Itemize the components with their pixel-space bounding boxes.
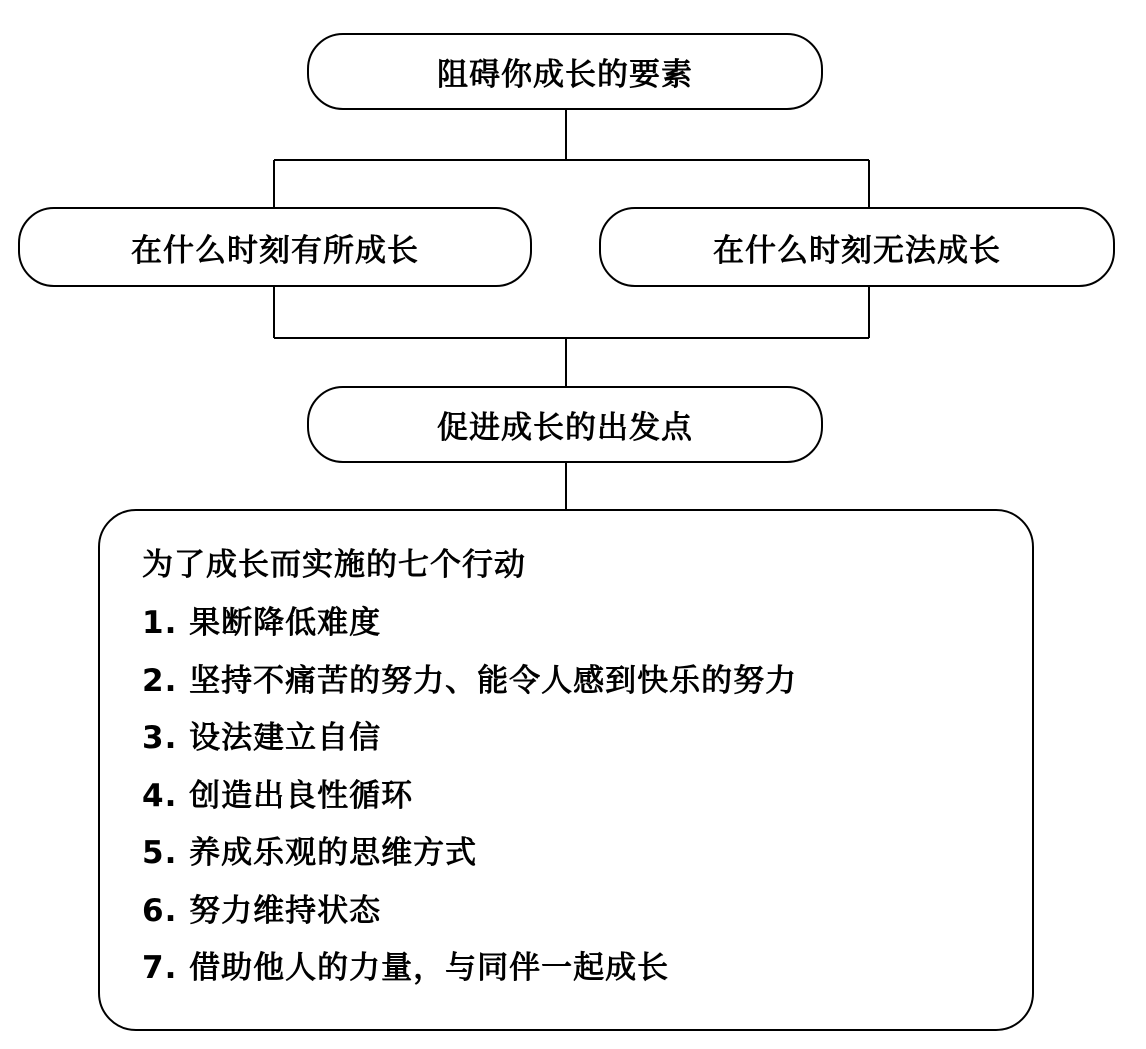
node-starting-point: 促进成长的出发点	[307, 386, 823, 463]
action-list	[142, 603, 1032, 1006]
actions-panel-title: 为了成长而实施的七个行动	[142, 547, 526, 583]
action-item-2: 2. 坚持不痛苦的努力、能令人感到快乐的努力	[142, 662, 798, 699]
node-when-not-growing: 在什么时刻无法成长	[599, 207, 1115, 287]
action-item-5: 5. 养成乐观的思维方式	[142, 835, 478, 871]
action-item-7: 7. 借助他人的力量，与同伴一起成长	[142, 950, 670, 986]
action-item-1: 1. 果断降低难度	[142, 605, 382, 641]
node-obstacles: 阻碍你成长的要素	[307, 33, 823, 110]
action-item-3: 3. 设法建立自信	[142, 720, 382, 756]
node-when-growing: 在什么时刻有所成长	[18, 207, 532, 287]
action-item-6: 6. 努力维持状态	[142, 892, 382, 929]
actions-panel	[98, 509, 1034, 1031]
action-item-4: 4. 创造出良性循环	[142, 777, 414, 814]
